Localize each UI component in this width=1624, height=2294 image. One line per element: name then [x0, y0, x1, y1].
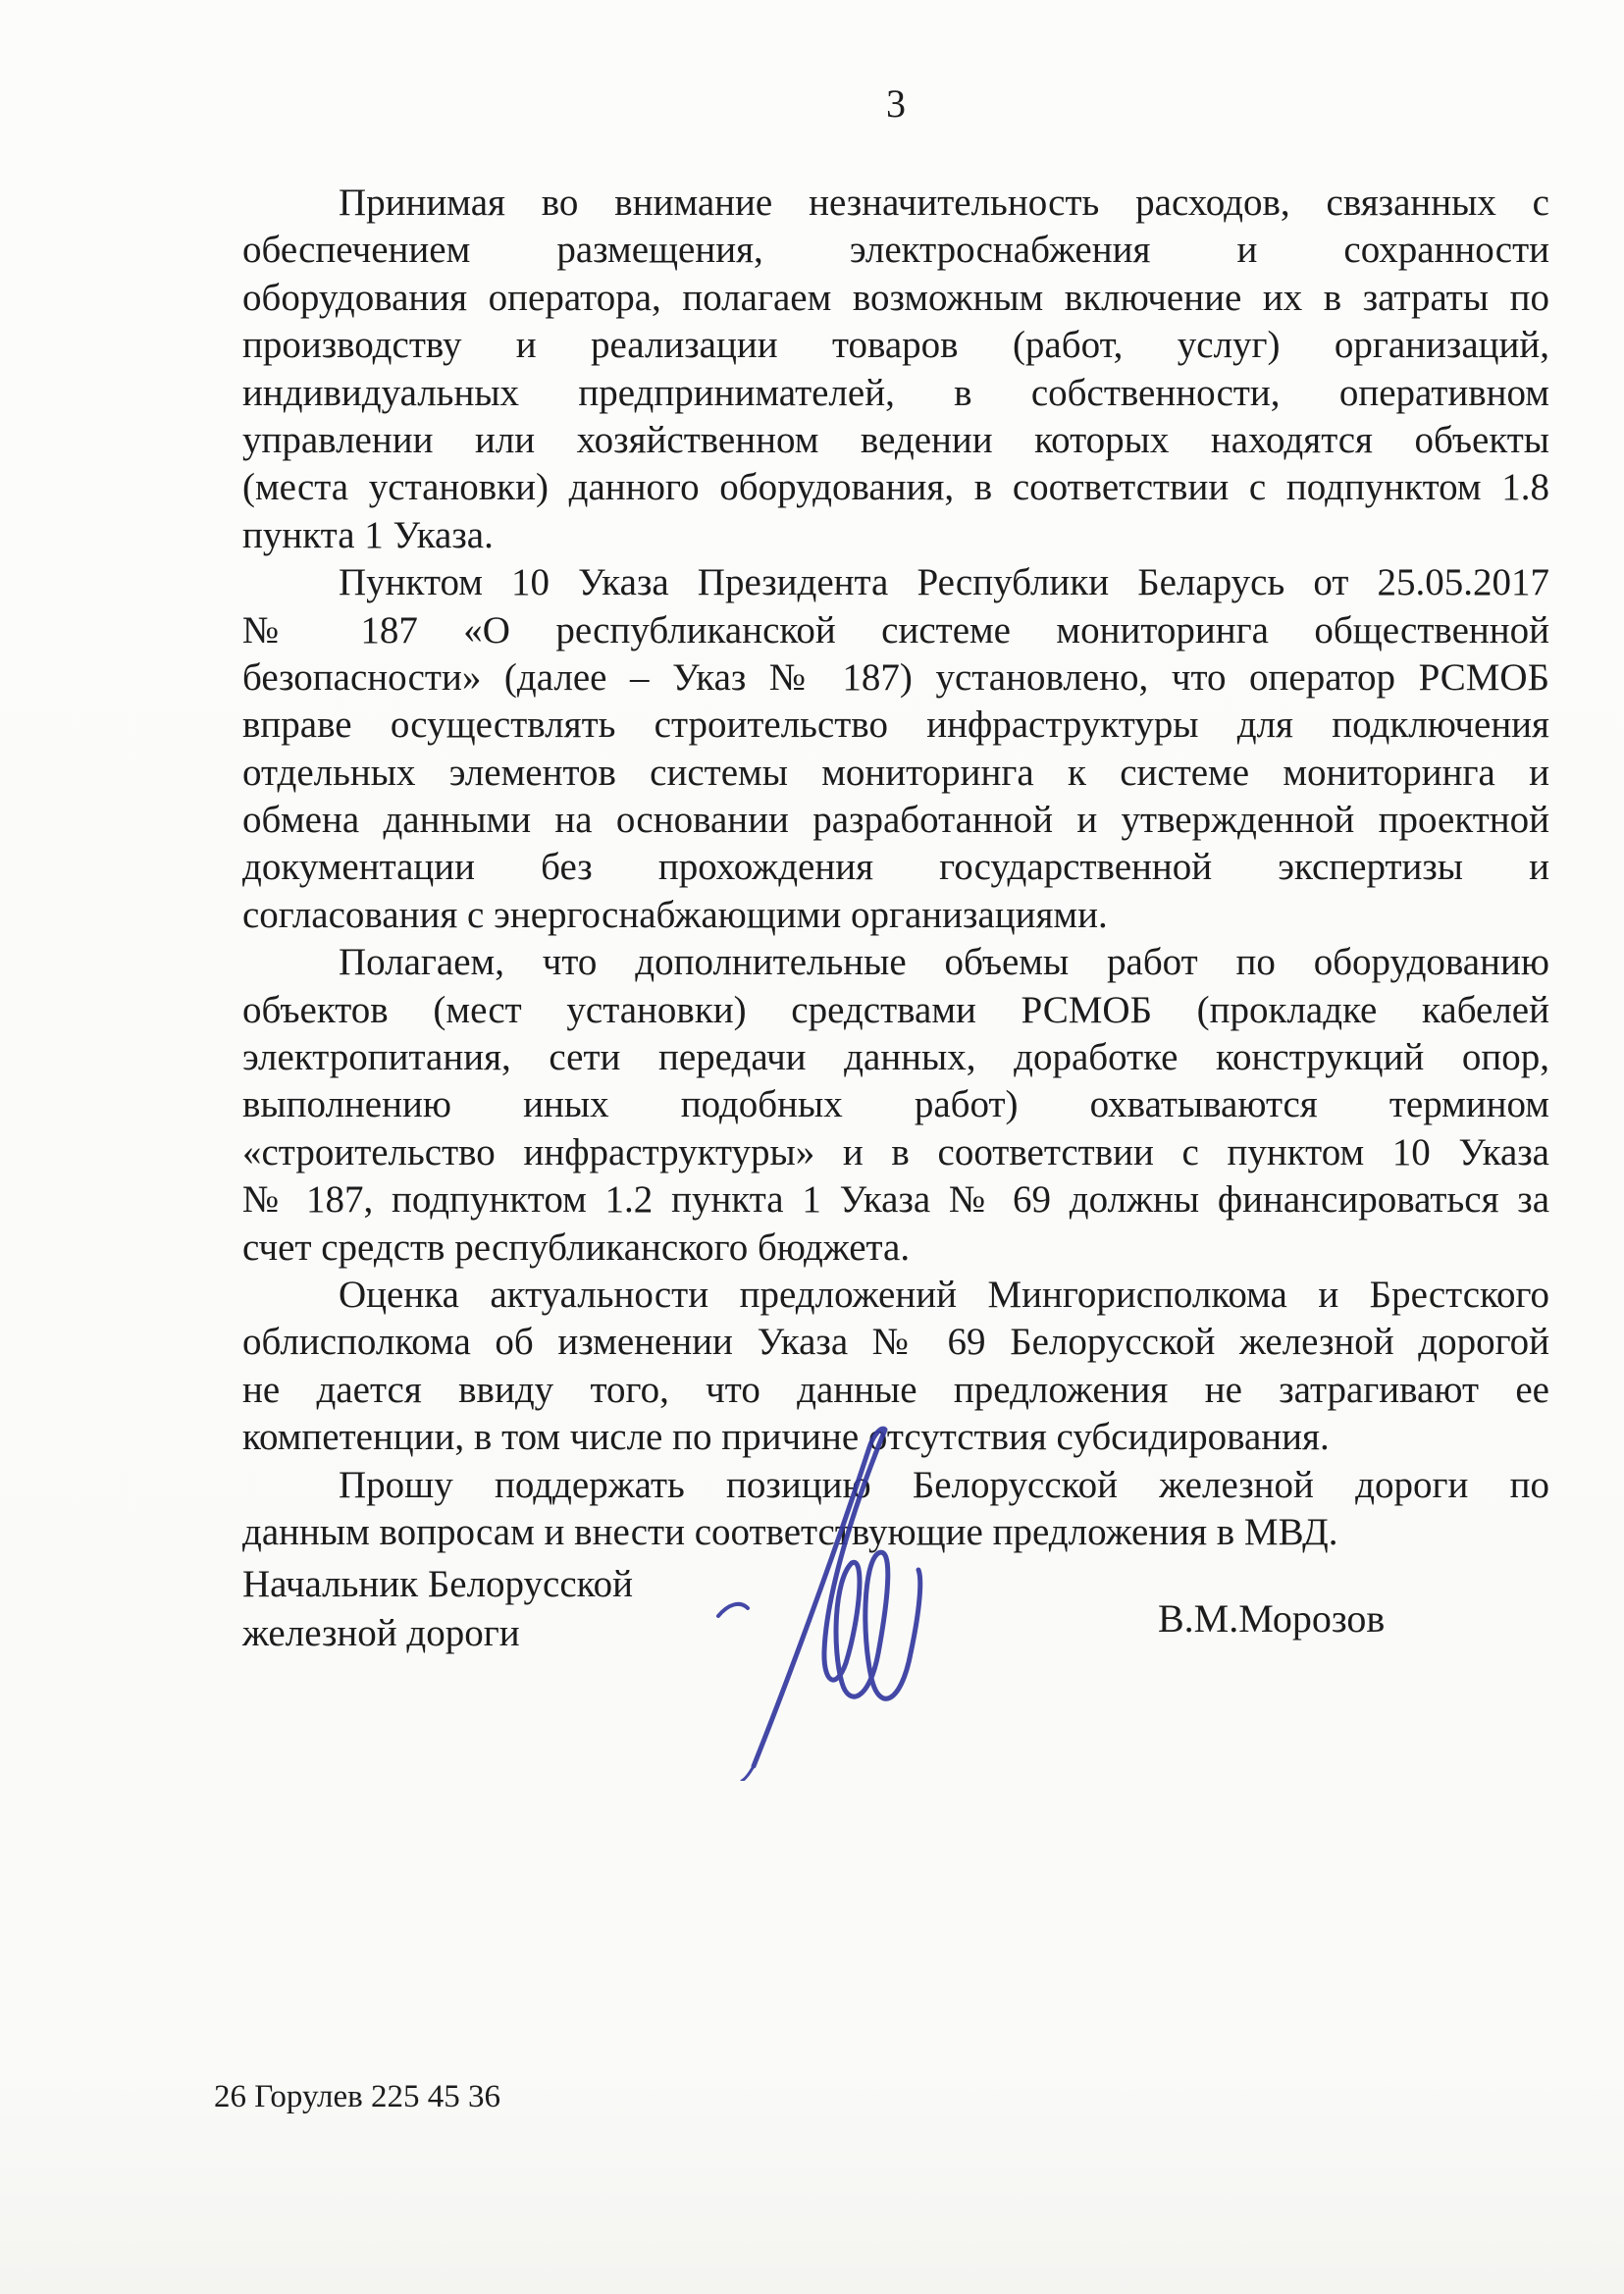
text-line: компетенции, в том числе по причине отсутствия субсидирования.: [242, 1416, 1330, 1459]
text-line: Прошу поддержать позицию Белорусской железной дороги по: [339, 1463, 1549, 1506]
text-line: Полагаем, что дополнительные объемы работ по оборудованию: [339, 941, 1549, 984]
text-line: оборудования оператора, полагаем возможным включение их в затраты по: [242, 276, 1549, 319]
text-line: отдельных элементов системы мониторинга к системе мониторинга и: [242, 751, 1549, 794]
paragraph: [242, 1462, 1549, 1557]
text-line: электропитания, сети передачи данных, доработке конструкций опор,: [242, 1036, 1549, 1079]
paragraph: [242, 180, 1549, 559]
text-line: № 187, подпунктом 1.2 пункта 1 Указа № 69 должны финансироваться за: [242, 1178, 1549, 1222]
footer-reference: 26 Горулев 225 45 36: [214, 2079, 500, 2114]
text-line: не дается ввиду того, что данные предложения не затрагивают ее: [242, 1368, 1549, 1411]
text-line: Пунктом 10 Указа Президента Республики Беларусь от 25.05.2017: [339, 561, 1549, 604]
text-line: документации без прохождения государственной экспертизы и: [242, 846, 1549, 889]
text-line: (места установки) данного оборудования, в соответствии с подпунктом 1.8: [242, 466, 1549, 509]
text-line: индивидуальных предпринимателей, в собственности, оперативном: [242, 371, 1549, 414]
signature-title: [242, 1560, 633, 1658]
text-line: «строительство инфраструктуры» и в соответствии с пунктом 10 Указа: [242, 1130, 1549, 1173]
text-line: выполнению иных подобных работ) охватываются термином: [242, 1083, 1549, 1126]
text-line: управлении или хозяйственном ведении которых находятся объекты: [242, 418, 1549, 461]
page-number: 3: [886, 81, 906, 126]
signature-title-line2: железной дороги: [242, 1612, 520, 1654]
paragraph: [242, 1272, 1549, 1462]
paragraph: [242, 939, 1549, 1272]
signature-title-line1: Начальник Белорусской: [242, 1563, 633, 1605]
text-line: производству и реализации товаров (работ, услуг) организаций,: [242, 324, 1549, 367]
text-line: Принимая во внимание незначительность расходов, связанных с: [339, 182, 1549, 224]
text-line: безопасности» (далее – Указ № 187) установлено, что оператор РСМОБ: [242, 655, 1549, 699]
text-line: обеспечением размещения, электроснабжения и сохранности: [242, 229, 1549, 272]
text-line: Оценка актуальности предложений Мингорисполкома и Брестского: [339, 1273, 1549, 1316]
text-line: обмена данными на основании разработанной и утвержденной проектной: [242, 799, 1549, 842]
text-line: объектов (мест установки) средствами РСМОБ (прокладке кабелей: [242, 988, 1549, 1031]
text-line: пункта 1 Указа.: [242, 513, 494, 556]
signature-name: В.М.Морозов: [1158, 1596, 1386, 1641]
paragraph: [242, 559, 1549, 939]
text-line: вправе осуществлять строительство инфраструктуры для подключения: [242, 704, 1549, 747]
text-line: данным вопросам и внести соответствующие предложения в МВД.: [242, 1510, 1338, 1553]
text-line: облисполкома об изменении Указа № 69 Белорусской железной дорогой: [242, 1321, 1549, 1364]
text-line: счет средств республиканского бюджета.: [242, 1225, 911, 1269]
document-body: [242, 180, 1549, 1556]
text-line: согласования с энергоснабжающими организациями.: [242, 893, 1108, 936]
text-line: № 187 «О республиканской системе мониторинга общественной: [242, 608, 1549, 652]
